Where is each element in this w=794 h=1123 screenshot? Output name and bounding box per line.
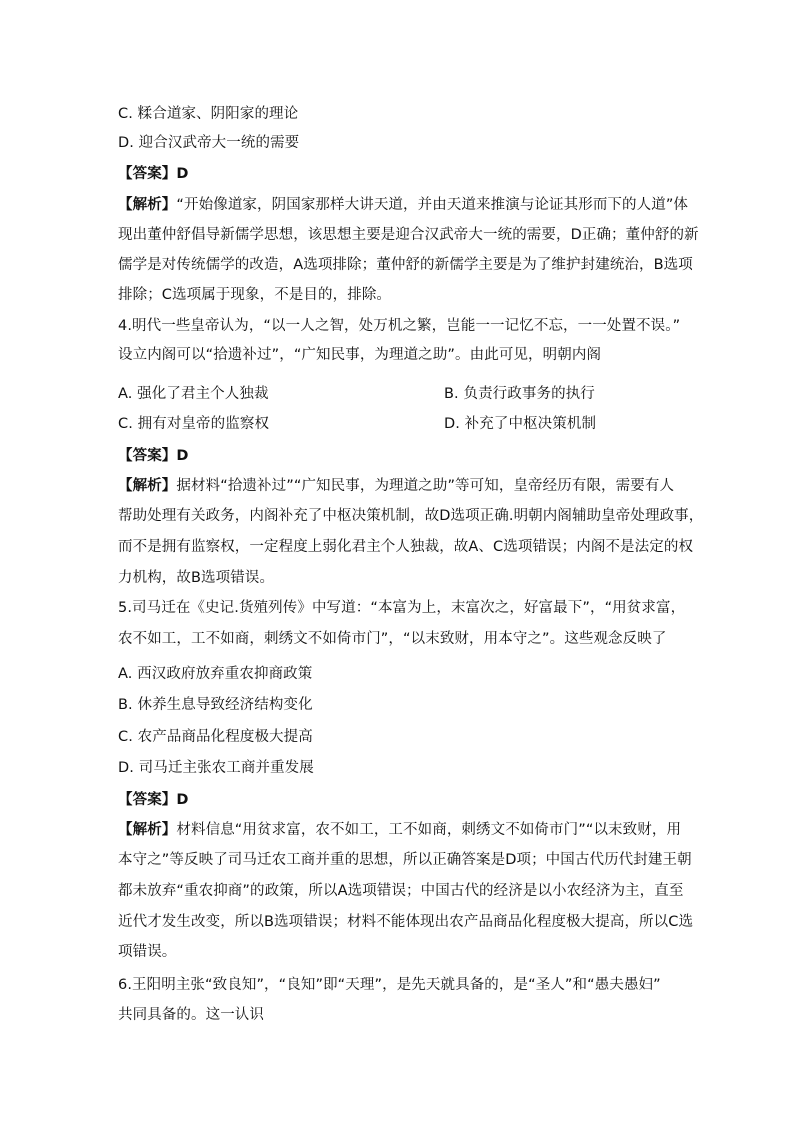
q5-analysis-line-4: 近代才发生改变，所以B选项错误；材料不能体现出农产品商品化程度极大提高，所以C选 bbox=[118, 914, 694, 930]
q5-option-a: A. 西汉政府放弃重农抑商政策 bbox=[118, 666, 313, 682]
q6-stem-line-1: 6.王阳明主张“致良知”，“良知”即“天理”，是先天就具备的，是“圣人”和“愚夫愚妇” bbox=[118, 977, 661, 993]
q6-stem-line-2: 共同具备的。这一认识 bbox=[118, 1007, 264, 1023]
analysis-text: 材料信息“用贫求富，农不如工，工不如商，刺绣文不如倚市门”“以末致财，用 bbox=[176, 822, 682, 838]
q3-analysis-line-2: 现出董仲舒倡导新儒学思想，该思想主要是迎合汉武帝大一统的需要，D正确；董仲舒的新 bbox=[118, 227, 699, 243]
q5-analysis-line-5: 项错误。 bbox=[118, 944, 177, 960]
q4-analysis-line-2: 帮助处理有关政务，内阁补充了中枢决策机制，故D选项正确.明朝内阁辅助皇帝处理政事， bbox=[118, 508, 704, 524]
q4-stem-line-1: 4.明代一些皇帝认为，“以一人之智，处万机之繁，岂能一一记忆不忘，一一处置不误。” bbox=[118, 318, 681, 334]
q5-option-d: D. 司马迁主张农工商并重发展 bbox=[118, 760, 314, 776]
q4-analysis-line-3: 而不是拥有监察权，一定程度上弱化君主个人独裁，故A、C选项错误；内阁不是法定的权 bbox=[118, 539, 694, 555]
q4-stem-line-2: 设立内阁可以“拾遗补过”，“广知民事，为理道之助”。由此可见，明朝内阁 bbox=[118, 347, 602, 363]
q4-option-c: C. 拥有对皇帝的监察权 bbox=[118, 416, 270, 432]
q3-analysis-line-1 bbox=[118, 195, 688, 215]
q4-analysis-line-4: 力机构，故B选项错误。 bbox=[118, 570, 275, 586]
q5-analysis-line-2: 本守之”等反映了司马迁农工商并重的思想，所以正确答案是D项；中国古代历代封建王朝 bbox=[118, 852, 692, 868]
analysis-tag: 【解析】 bbox=[118, 478, 177, 494]
analysis-tag: 【解析】 bbox=[118, 197, 177, 213]
q4-option-b: B. 负责行政事务的执行 bbox=[444, 386, 595, 402]
q3-analysis-line-3: 儒学是对传统儒学的改造，A选项排除；董仲舒的新儒学主要是为了维护封建统治，B选项 bbox=[118, 257, 693, 273]
q5-option-b: B. 休养生息导致经济结构变化 bbox=[118, 697, 313, 713]
q4-option-d: D. 补充了中枢决策机制 bbox=[444, 416, 597, 432]
analysis-text: “开始像道家，阴国家那样大讲天道，并由天道来推演与论证其形而下的人道”体 bbox=[176, 197, 689, 213]
q5-option-c: C. 农产品商品化程度极大提高 bbox=[118, 729, 313, 745]
analysis-tag: 【解析】 bbox=[118, 822, 177, 838]
q5-stem-line-2: 农不如工，工不如商，刺绣文不如倚市门”，“以末致财，用本守之”。这些观念反映了 bbox=[118, 631, 667, 647]
q3-answer: 【答案】D bbox=[118, 166, 189, 182]
q3-option-c: C. 糅合道家、阴阳家的理论 bbox=[118, 106, 299, 122]
q4-analysis-line-1 bbox=[118, 476, 674, 496]
q5-analysis-line-3: 都未放弃“重农抑商”的政策，所以A选项错误；中国古代的经济是以小农经济为主，直至 bbox=[118, 883, 684, 899]
q4-answer: 【答案】D bbox=[118, 448, 189, 464]
q4-option-a: A. 强化了君主个人独裁 bbox=[118, 386, 269, 402]
q5-answer: 【答案】D bbox=[118, 792, 189, 808]
q3-option-d: D. 迎合汉武帝大一统的需要 bbox=[118, 135, 300, 151]
q3-analysis-line-4: 排除；C选项属于现象，不是目的，排除。 bbox=[118, 287, 392, 303]
q5-analysis-line-1 bbox=[118, 820, 681, 840]
q5-stem-line-1: 5.司马迁在《史记.货殖列传》中写道：“本富为上，末富次之，好富最下”，“用贫求富， bbox=[118, 600, 686, 616]
analysis-text: 据材料“拾遗补过”“广知民事，为理道之助”等可知，皇帝经历有限，需要有人 bbox=[176, 478, 675, 494]
